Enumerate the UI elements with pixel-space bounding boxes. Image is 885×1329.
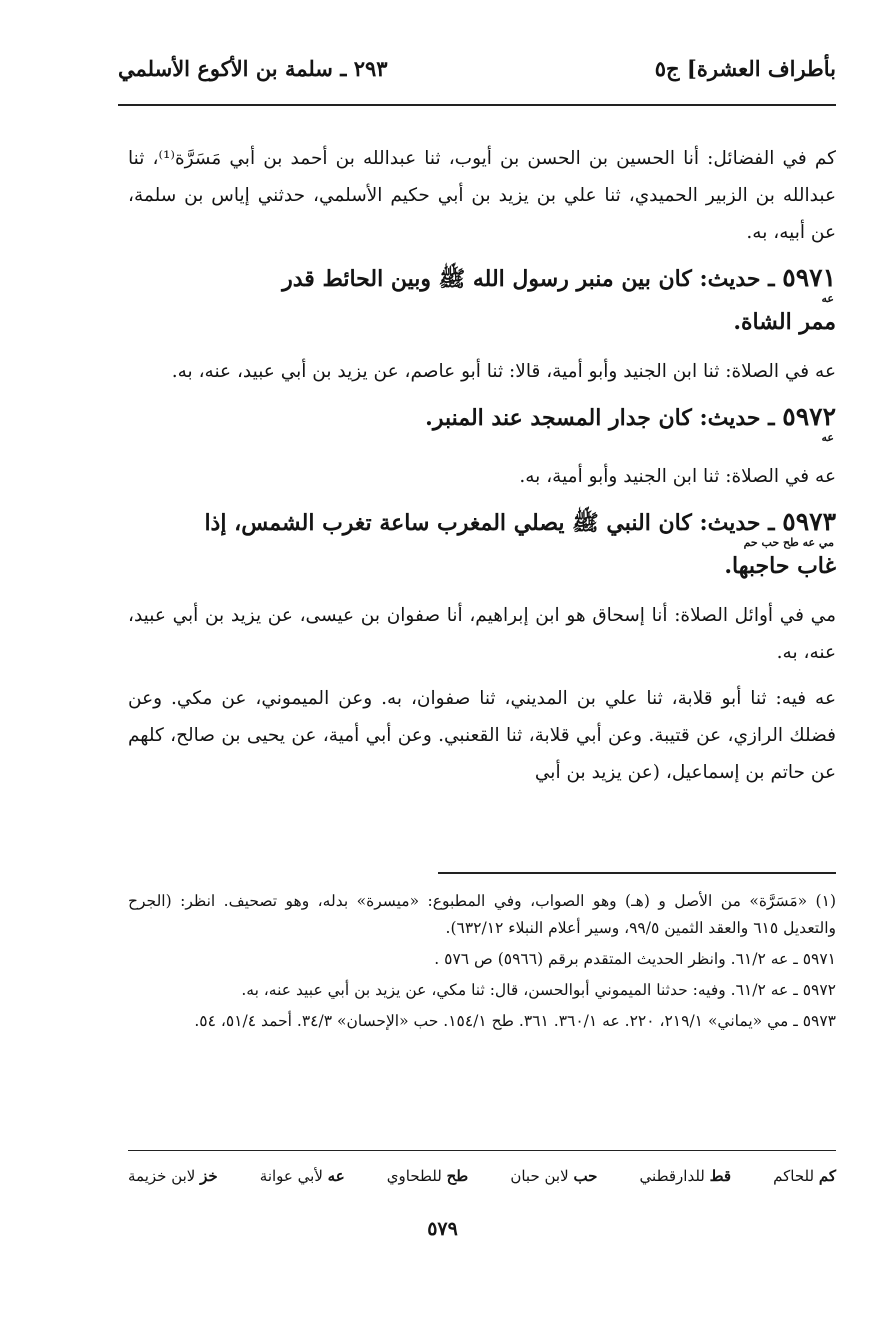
paragraph-isnad-3: عه في الصلاة: ثنا ابن الجنيد وأبو أمية، به. bbox=[519, 466, 836, 487]
hadith-number: ٥٩٧١ bbox=[782, 263, 836, 292]
footnote-5972: ٥٩٧٢ ـ عه ٦١/٢. وفيه: حدثنا الميموني أبوالحسن، قال: ثنا مكي، عن يزيد بن أبي عبيد عنه، به. bbox=[241, 981, 836, 999]
paragraph-isnad-5: عه فيه: ثنا أبو قلابة، ثنا علي بن المديني، ثنا صفوان، به. وعن الميموني، عن مكي. وعن فضلك الرازي، عن قتيبة. وعن أبي قلابة، ثنا القعنبي. وعن أبي أمية، عن يحيى بن صالح، كلهم عن حاتم بن إسماعيل، (عن يزيد بن أبي bbox=[128, 688, 836, 783]
hadith-5972 bbox=[128, 399, 836, 444]
hadith-text: ـ حديث: كان النبي ﷺ يصلي المغرب ساعة تغرب الشمس، إذا bbox=[204, 510, 775, 536]
hadith-text-continued: ممر الشاة. bbox=[733, 309, 836, 335]
paragraph-isnad-2: عه في الصلاة: ثنا ابن الجنيد وأبو أمية، قالا: ثنا أبو عاصم، عن يزيد بن أبي عبيد، عنه، به. bbox=[171, 361, 836, 382]
hadith-sigla: مي عه طح حب حم bbox=[743, 536, 834, 549]
hadith-text-continued: غاب حاجبها. bbox=[724, 553, 836, 579]
footnotes bbox=[128, 888, 836, 1039]
hadith-5971-heading bbox=[128, 260, 836, 297]
hadith-5972-heading bbox=[128, 399, 836, 436]
hadith-text: ـ حديث: كان جدار المسجد عند المنبر. bbox=[425, 405, 775, 431]
abbreviation-item: طح للطحاوي bbox=[386, 1167, 469, 1185]
hadith-5973-heading bbox=[128, 504, 836, 541]
running-header bbox=[118, 52, 836, 96]
header-chapter-title: ٢٩٣ ـ سلمة بن الأكوع الأسلمي bbox=[118, 56, 388, 81]
hadith-number: ٥٩٧٣ bbox=[782, 507, 836, 536]
abbreviation-item: كم للحاكم bbox=[773, 1167, 836, 1185]
hadith-sigla: عه bbox=[821, 292, 834, 305]
hadith-sigla: عه bbox=[821, 431, 834, 444]
header-rule bbox=[118, 104, 836, 106]
abbreviation-item: عه لأبي عوانة bbox=[259, 1167, 345, 1185]
main-text bbox=[128, 140, 836, 800]
footnote-rule bbox=[438, 872, 836, 874]
paragraph-isnad-4: مي في أوائل الصلاة: أنا إسحاق هو ابن إبراهيم، أنا صفوان بن عيسى، عن يزيد بن أبي عبيد، عنه، به. bbox=[128, 605, 836, 663]
header-book-title: بأطراف العشرة] ج٥ bbox=[654, 56, 836, 81]
hadith-text: ـ حديث: كان بين منبر رسول الله ﷺ وبين الحائط قدر bbox=[282, 266, 775, 292]
page-number: ٥٧٩ bbox=[427, 1218, 458, 1240]
hadith-number: ٥٩٧٢ bbox=[782, 402, 836, 431]
paragraph-isnad-1: كم في الفضائل: أنا الحسين بن الحسن بن أيوب، ثنا عبدالله بن أحمد بن أبي مَسَرَّة⁽¹⁾، ثنا عبدالله بن الزبير الحميدي، ثنا علي بن يزيد بن أبي حكيم الأسلمي، حدثني إياس بن سلمة، عن أبيه، به. bbox=[128, 148, 836, 243]
abbreviation-item: قط للدارقطني bbox=[639, 1167, 732, 1185]
hadith-5973 bbox=[128, 504, 836, 583]
footnote-5971: ٥٩٧١ ـ عه ٦١/٢. وانظر الحديث المتقدم برقم (٥٩٦٦) ص ٥٧٦ . bbox=[434, 950, 836, 968]
footnote-1: (١) «مَسَرَّة» من الأصل و (هـ) وهو الصواب، وفي المطبوع: «ميسرة» بدله، وهو تصحيف. انظر: (الجرح والتعديل ٦١٥ والعقد الثمين ٩٩/٥، وسير أعلام النبلاء ٦٣٢/١٢). bbox=[128, 892, 836, 937]
abbreviations-rule bbox=[128, 1150, 836, 1151]
abbreviation-key bbox=[128, 1163, 836, 1189]
abbreviation-item: خز لابن خزيمة bbox=[128, 1167, 218, 1185]
footnote-5973: ٥٩٧٣ ـ مي «يماني» ٢١٩/١، ٢٢٠. عه ٣٦٠/١. ٣٦١. طح ١٥٤/١. حب «الإحسان» ٣٤/٣. أحمد ٥١/٤، ٥٤. bbox=[194, 1012, 836, 1030]
hadith-5971 bbox=[128, 260, 836, 339]
abbreviation-item: حب لابن حبان bbox=[510, 1167, 598, 1185]
